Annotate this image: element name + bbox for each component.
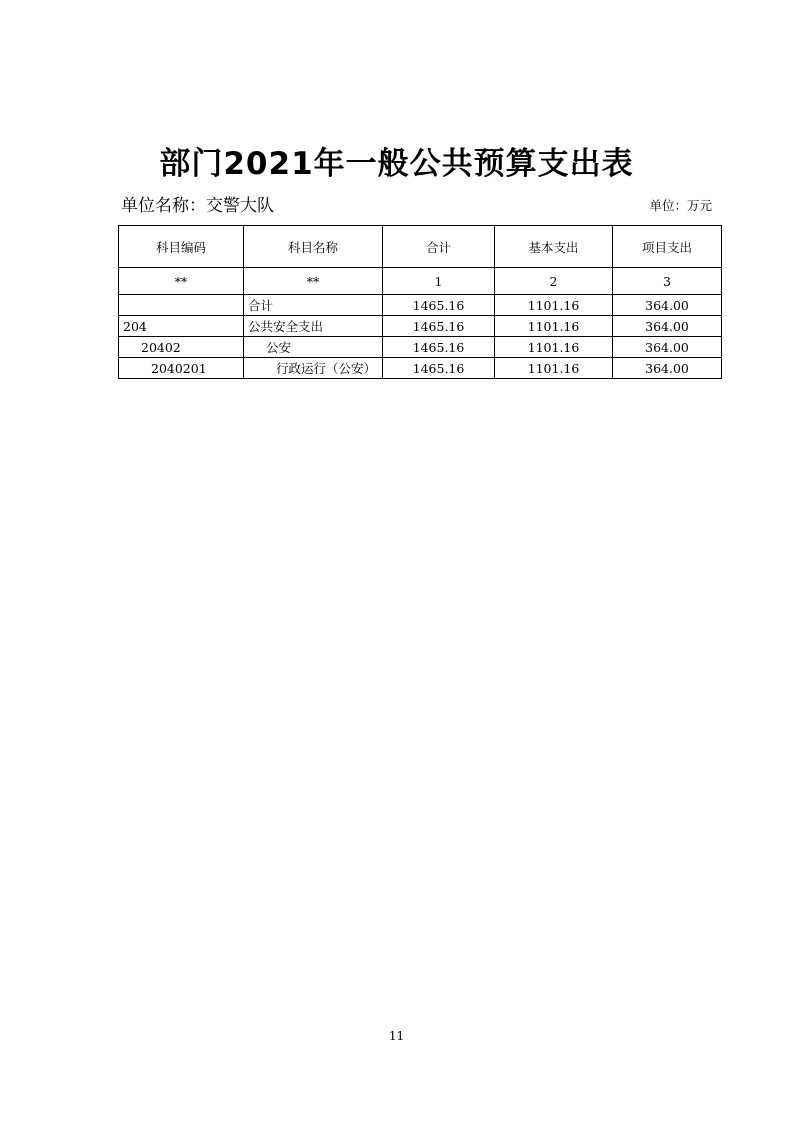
subject-code [119,295,244,316]
project-value: 364.00 [613,295,722,316]
table-row [119,316,722,337]
table-header-row [119,226,722,268]
page-title: 部门2021年一般公共预算支出表 [159,146,634,182]
budget-table [118,225,722,379]
basic-value: 1101.16 [495,358,613,379]
project-value: 364.00 [613,358,722,379]
header-total: 合计 [383,226,495,268]
basic-value: 1101.16 [495,316,613,337]
total-value: 1465.16 [383,295,495,316]
index-cell: 2 [495,268,613,295]
subject-name: 公安 [244,337,383,358]
total-value: 1465.16 [383,358,495,379]
subject-code: 204 [119,316,244,337]
header-project-expense: 项目支出 [613,226,722,268]
basic-value: 1101.16 [495,295,613,316]
total-value: 1465.16 [383,337,495,358]
project-value: 364.00 [613,316,722,337]
index-row [119,268,722,295]
total-value: 1465.16 [383,316,495,337]
currency-unit: 单位：万元 [649,198,712,213]
subject-name: 合计 [244,295,383,316]
table-row [119,337,722,358]
subject-code: 20402 [119,337,244,358]
page-number: 11 [388,1029,405,1043]
table-row [119,358,722,379]
header-subject-name: 科目名称 [244,226,383,268]
header-basic-expense: 基本支出 [495,226,613,268]
subject-code: 2040201 [119,358,244,379]
header-subject-code: 科目编码 [119,226,244,268]
basic-value: 1101.16 [495,337,613,358]
index-cell: 1 [383,268,495,295]
table-row [119,295,722,316]
project-value: 364.00 [613,337,722,358]
subject-name: 行政运行（公安） [244,358,383,379]
index-cell: 3 [613,268,722,295]
index-cell: ** [244,268,383,295]
index-cell: ** [119,268,244,295]
unit-name: 单位名称：交警大队 [121,196,274,216]
subject-name: 公共安全支出 [244,316,383,337]
